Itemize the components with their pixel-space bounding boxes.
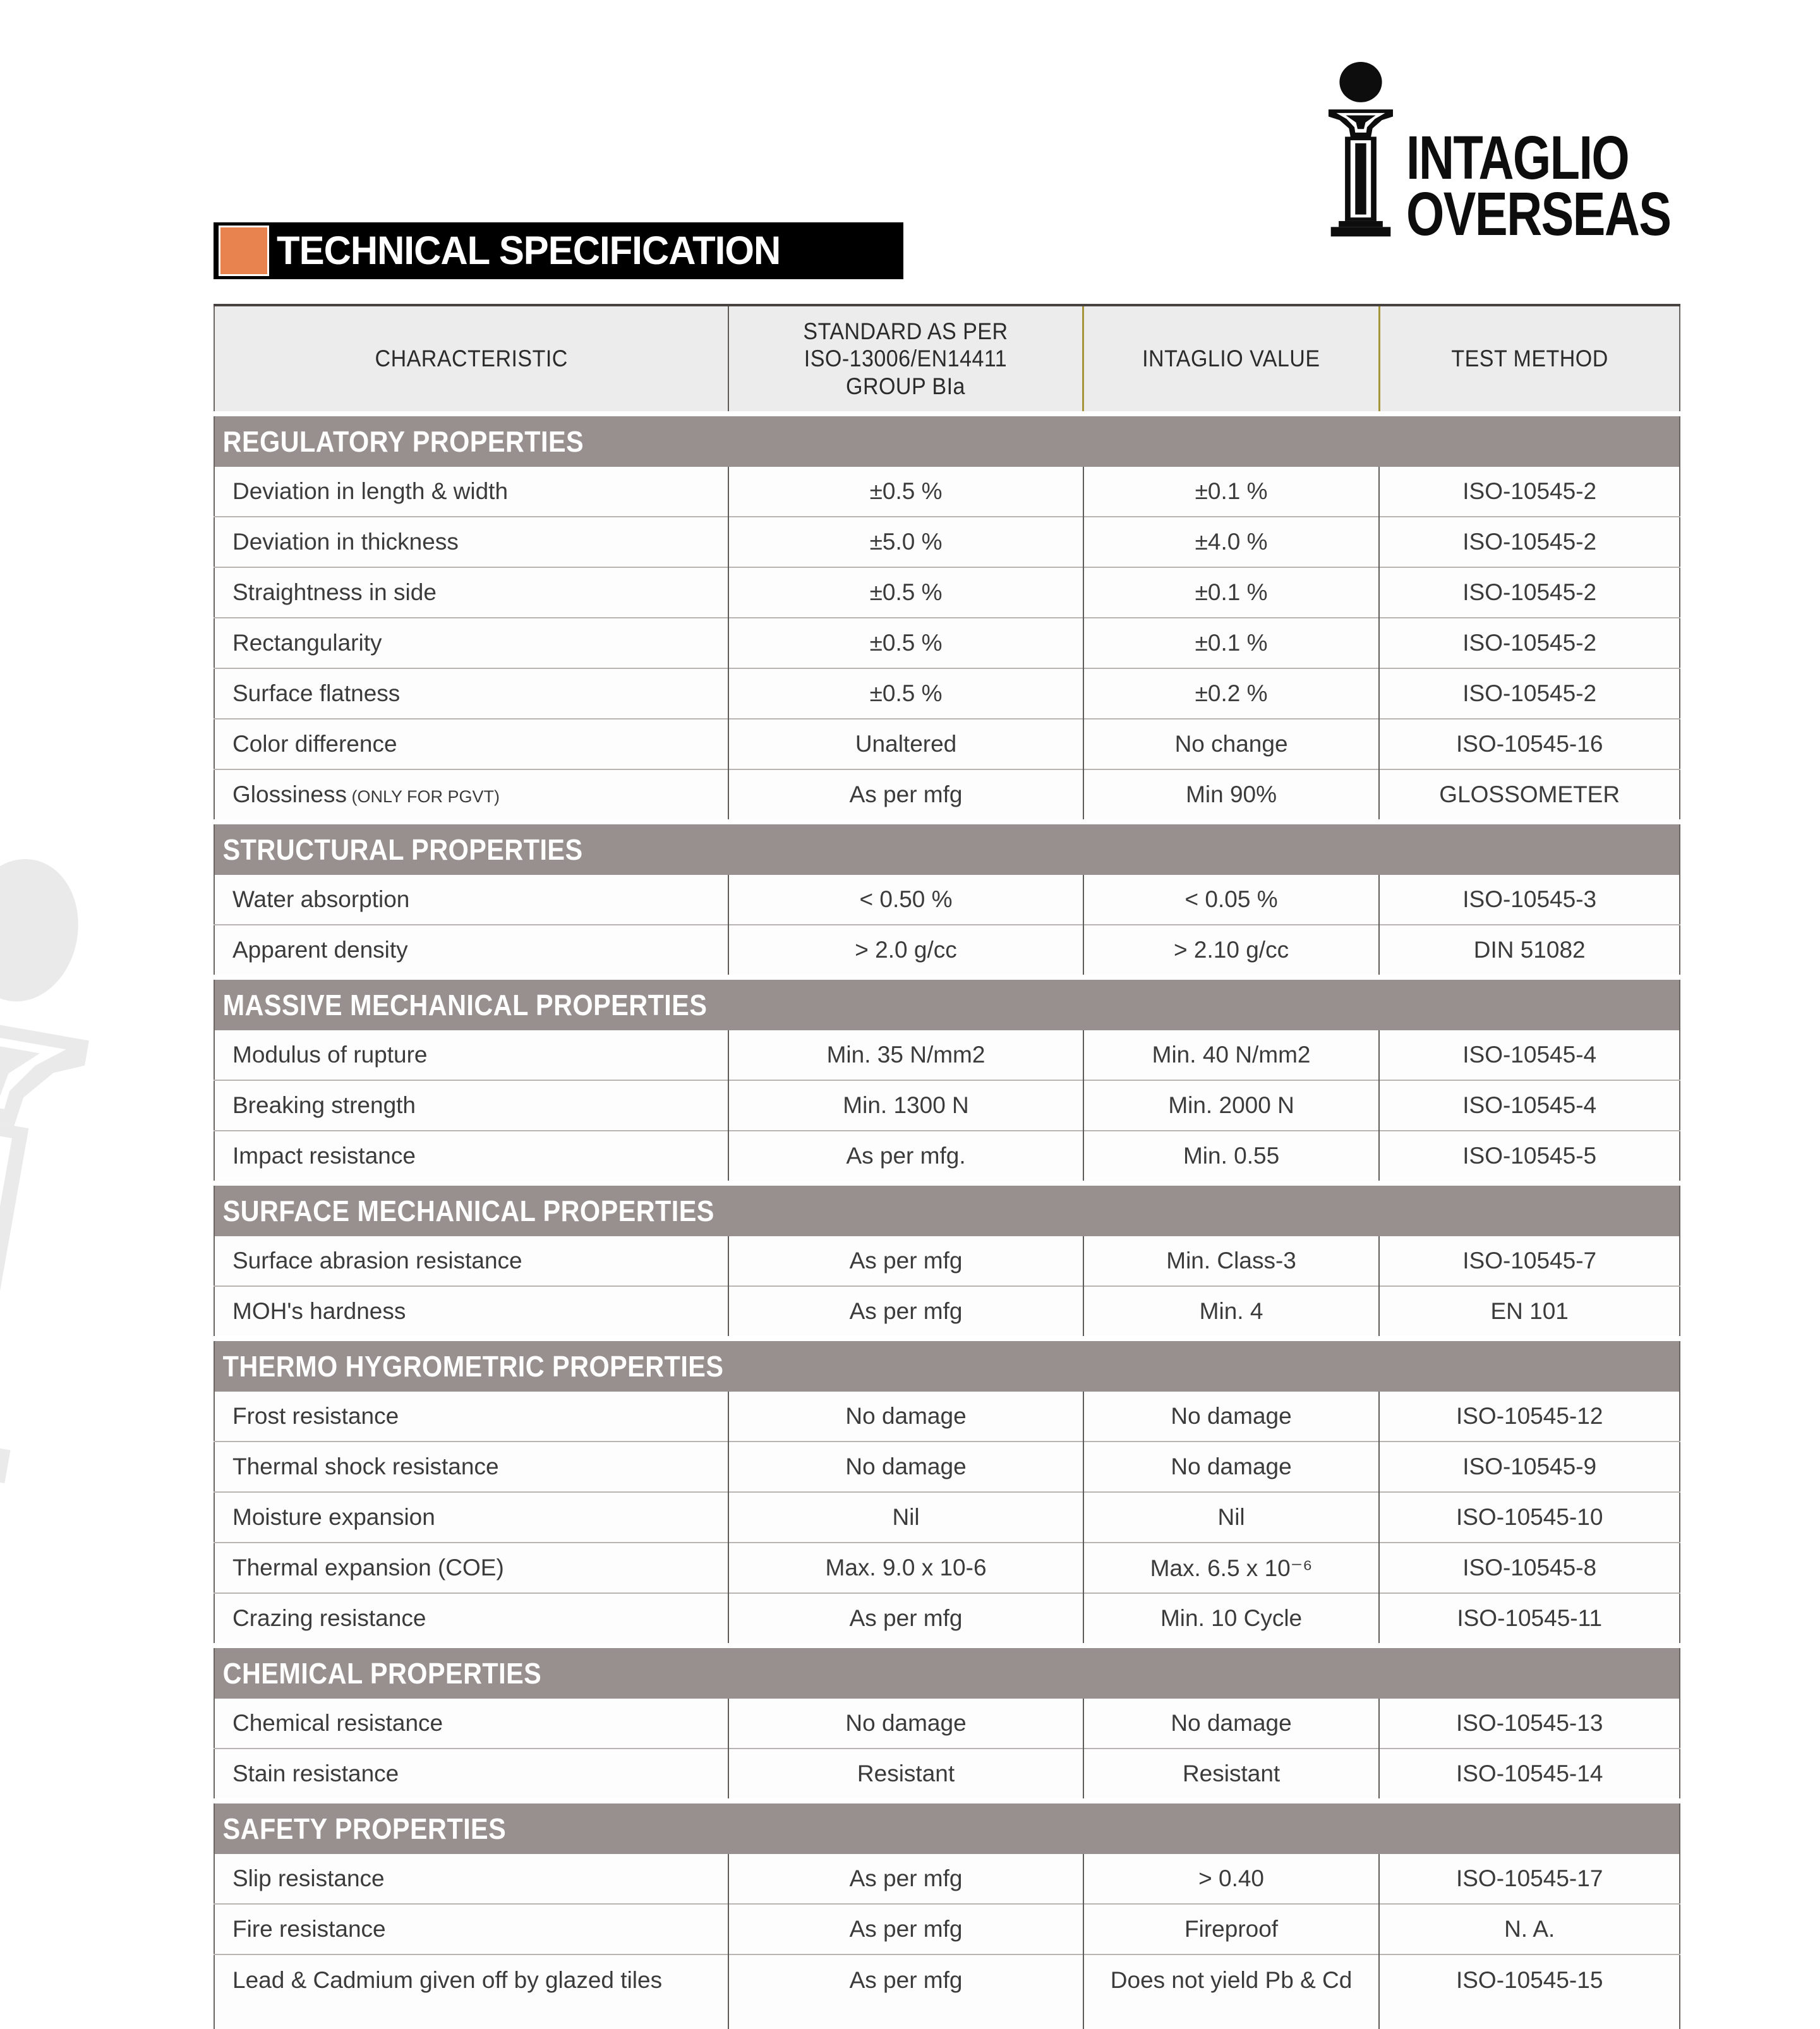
cell-test-method: N. A. [1379, 1904, 1680, 1954]
cell-characteristic [214, 618, 728, 668]
cell-test-method: ISO-10545-2 [1379, 668, 1680, 719]
section-band [214, 1183, 1680, 1236]
cell-intaglio-value: Min. 4 [1083, 1286, 1380, 1339]
table-row [214, 467, 1680, 517]
cell-intaglio-value: ±4.0 % [1083, 517, 1380, 567]
characteristic-label: Thermal shock resistance [232, 1454, 499, 1479]
cell-test-method: DIN 51082 [1379, 925, 1680, 977]
cell-standard-value: As per mfg [728, 1286, 1083, 1339]
cell-standard-value: Unaltered [728, 719, 1083, 769]
cell-standard-value: As per mfg [728, 769, 1083, 822]
cell-standard-value: No damage [728, 1442, 1083, 1492]
cell-test-method: ISO-10545-4 [1379, 1030, 1680, 1080]
cell-characteristic [214, 875, 728, 925]
cell-intaglio-value: ±0.1 % [1083, 618, 1380, 668]
table-head [214, 305, 1680, 414]
cell-standard-value: > 2.0 g/cc [728, 925, 1083, 977]
cell-characteristic [214, 1904, 728, 1954]
characteristic-label: Breaking strength [232, 1092, 416, 1118]
section-band [214, 414, 1680, 467]
table-row [214, 1236, 1680, 1286]
characteristic-label: Impact resistance [232, 1143, 416, 1169]
table-row [214, 769, 1680, 822]
column-header-3 [1083, 305, 1380, 414]
cell-intaglio-value: Min. Class-3 [1083, 1236, 1380, 1286]
section-title-label: STRUCTURAL PROPERTIES [222, 833, 583, 866]
characteristic-label: MOH's hardness [232, 1298, 406, 1324]
table-row [214, 1699, 1680, 1749]
cell-intaglio-value: No damage [1083, 1699, 1380, 1749]
column-header-label: INTAGLIO VALUE [1142, 346, 1320, 372]
table-row [214, 1286, 1680, 1339]
cell-characteristic [214, 1492, 728, 1543]
cell-standard-value: As per mfg [728, 1236, 1083, 1286]
cell-standard-value: Nil [728, 1492, 1083, 1543]
characteristic-label: Straightness in side [232, 579, 437, 605]
column-header-2 [728, 305, 1083, 414]
header-row [214, 305, 1680, 414]
table-row [214, 875, 1680, 925]
section-title [214, 1339, 1680, 1392]
cell-characteristic [214, 1392, 728, 1442]
watermark-pillar-icon [0, 843, 126, 1502]
cell-test-method: ISO-10545-8 [1379, 1543, 1680, 1593]
characteristic-label: Color difference [232, 731, 397, 757]
section-band [214, 822, 1680, 875]
cell-characteristic [214, 668, 728, 719]
cell-intaglio-value: > 0.40 [1083, 1854, 1380, 1904]
section-title [214, 822, 1680, 875]
cell-standard-value: No damage [728, 1699, 1083, 1749]
column-pillar-icon [1325, 62, 1396, 243]
column-header-label: STANDARD AS PER ISO-13006/EN14411 GROUP BIa [803, 318, 1008, 399]
table-row [214, 1392, 1680, 1442]
cell-characteristic [214, 467, 728, 517]
table-row [214, 668, 1680, 719]
brand-line2: OVERSEAS [1406, 179, 1671, 248]
cell-standard-value: ±5.0 % [728, 517, 1083, 567]
cell-intaglio-value: Min. 10 Cycle [1083, 1593, 1380, 1646]
cell-test-method: ISO-10545-13 [1379, 1699, 1680, 1749]
cell-characteristic [214, 1131, 728, 1183]
cell-intaglio-value: ±0.1 % [1083, 467, 1380, 517]
cell-characteristic [214, 719, 728, 769]
table-row [214, 1854, 1680, 1904]
page-title-bar [214, 222, 903, 279]
cell-intaglio-value: Min. 40 N/mm2 [1083, 1030, 1380, 1080]
characteristic-label: Frost resistance [232, 1403, 399, 1429]
table-row [214, 1030, 1680, 1080]
cell-standard-value: ±0.5 % [728, 668, 1083, 719]
table-row [214, 1904, 1680, 1954]
cell-test-method: ISO-10545-4 [1379, 1080, 1680, 1131]
cell-standard-value: Min. 35 N/mm2 [728, 1030, 1083, 1080]
table-body [214, 414, 1680, 2029]
section-title [214, 1646, 1680, 1699]
characteristic-label: Lead & Cadmium given off by glazed tiles [232, 1967, 663, 1993]
cell-characteristic [214, 925, 728, 977]
section-title-label: CHEMICAL PROPERTIES [222, 1657, 542, 1690]
cell-standard-value: As per mfg [728, 1904, 1083, 1954]
characteristic-label: Surface flatness [232, 680, 401, 706]
characteristic-label: Stain resistance [232, 1761, 399, 1786]
cell-standard-value: Min. 1300 N [728, 1080, 1083, 1131]
cell-test-method: ISO-10545-5 [1379, 1131, 1680, 1183]
cell-intaglio-value: Resistant [1083, 1749, 1380, 1801]
section-title [214, 1183, 1680, 1236]
cell-characteristic [214, 1749, 728, 1801]
brand-line1: INTAGLIO [1406, 123, 1629, 192]
characteristic-note: (ONLY FOR PGVT) [346, 787, 500, 806]
cell-test-method: ISO-10545-11 [1379, 1593, 1680, 1646]
cell-intaglio-value: > 2.10 g/cc [1083, 925, 1380, 977]
cell-test-method: ISO-10545-2 [1379, 618, 1680, 668]
characteristic-label: Thermal expansion (COE) [232, 1555, 504, 1580]
cell-intaglio-value: Does not yield Pb & Cd [1083, 1954, 1380, 2029]
section-band [214, 977, 1680, 1030]
brand-name [1406, 123, 1671, 248]
cell-standard-value: < 0.50 % [728, 875, 1083, 925]
brand-logo [1325, 62, 1737, 248]
cell-intaglio-value: ±0.1 % [1083, 567, 1380, 618]
section-band [214, 1801, 1680, 1854]
spec-table [214, 304, 1680, 2029]
cell-standard-value: As per mfg [728, 1954, 1083, 2029]
cell-characteristic [214, 1593, 728, 1646]
cell-test-method: ISO-10545-9 [1379, 1442, 1680, 1492]
cell-intaglio-value: Max. 6.5 x 10⁻⁶ [1083, 1543, 1380, 1593]
cell-intaglio-value: No damage [1083, 1442, 1380, 1492]
cell-test-method: ISO-10545-12 [1379, 1392, 1680, 1442]
cell-test-method: ISO-10545-14 [1379, 1749, 1680, 1801]
table-row [214, 925, 1680, 977]
characteristic-label: Water absorption [232, 886, 410, 912]
cell-intaglio-value: Min 90% [1083, 769, 1380, 822]
cell-characteristic [214, 517, 728, 567]
cell-test-method: ISO-10545-16 [1379, 719, 1680, 769]
characteristic-label: Slip resistance [232, 1865, 385, 1891]
cell-intaglio-value: No damage [1083, 1392, 1380, 1442]
characteristic-label: Apparent density [232, 937, 408, 963]
cell-characteristic [214, 1030, 728, 1080]
cell-intaglio-value: ±0.2 % [1083, 668, 1380, 719]
accent-square [219, 226, 269, 276]
cell-test-method: ISO-10545-2 [1379, 517, 1680, 567]
cell-standard-value: ±0.5 % [728, 618, 1083, 668]
cell-characteristic [214, 1080, 728, 1131]
cell-standard-value: Max. 9.0 x 10-6 [728, 1543, 1083, 1593]
table-row [214, 1080, 1680, 1131]
cell-standard-value: ±0.5 % [728, 567, 1083, 618]
characteristic-label: Deviation in length & width [232, 478, 509, 504]
section-title-label: SAFETY PROPERTIES [222, 1812, 507, 1845]
characteristic-label: Moisture expansion [232, 1504, 435, 1530]
section-title-label: SURFACE MECHANICAL PROPERTIES [222, 1195, 714, 1227]
cell-test-method: ISO-10545-2 [1379, 467, 1680, 517]
section-title [214, 414, 1680, 467]
characteristic-label: Deviation in thickness [232, 529, 459, 555]
table-row [214, 1749, 1680, 1801]
cell-standard-value: As per mfg [728, 1854, 1083, 1904]
cell-characteristic [214, 1954, 728, 2029]
cell-intaglio-value: Fireproof [1083, 1904, 1380, 1954]
cell-characteristic [214, 1236, 728, 1286]
section-band [214, 1339, 1680, 1392]
cell-standard-value: As per mfg [728, 1593, 1083, 1646]
cell-characteristic [214, 769, 728, 822]
section-title-label: REGULATORY PROPERTIES [222, 425, 584, 458]
characteristic-label: Modulus of rupture [232, 1042, 428, 1068]
cell-characteristic [214, 1854, 728, 1904]
characteristic-label: Glossiness [232, 781, 347, 807]
characteristic-label: Crazing resistance [232, 1605, 426, 1631]
cell-intaglio-value: Min. 0.55 [1083, 1131, 1380, 1183]
cell-test-method: GLOSSOMETER [1379, 769, 1680, 822]
characteristic-label: Rectangularity [232, 630, 382, 656]
column-header-label: CHARACTERISTIC [375, 346, 568, 372]
table-row [214, 719, 1680, 769]
cell-characteristic [214, 1699, 728, 1749]
cell-test-method: EN 101 [1379, 1286, 1680, 1339]
cell-test-method: ISO-10545-17 [1379, 1854, 1680, 1904]
section-title-label: MASSIVE MECHANICAL PROPERTIES [222, 989, 708, 1021]
cell-intaglio-value: No change [1083, 719, 1380, 769]
table-row [214, 1131, 1680, 1183]
characteristic-label: Chemical resistance [232, 1710, 443, 1736]
cell-test-method: ISO-10545-10 [1379, 1492, 1680, 1543]
table-row [214, 1593, 1680, 1646]
column-header-1 [214, 305, 728, 414]
cell-test-method: ISO-10545-2 [1379, 567, 1680, 618]
cell-test-method: ISO-10545-7 [1379, 1236, 1680, 1286]
cell-intaglio-value: < 0.05 % [1083, 875, 1380, 925]
cell-characteristic [214, 1442, 728, 1492]
cell-standard-value: Resistant [728, 1749, 1083, 1801]
section-band [214, 1646, 1680, 1699]
characteristic-label: Fire resistance [232, 1916, 386, 1942]
table-row [214, 1442, 1680, 1492]
column-header-label: TEST METHOD [1451, 346, 1608, 372]
column-header-4 [1379, 305, 1680, 414]
section-title [214, 1801, 1680, 1854]
table-row [214, 1954, 1680, 2029]
table-row [214, 517, 1680, 567]
page-title: TECHNICAL SPECIFICATION [277, 229, 781, 273]
cell-characteristic [214, 1543, 728, 1593]
cell-test-method: ISO-10545-3 [1379, 875, 1680, 925]
cell-standard-value: No damage [728, 1392, 1083, 1442]
table-row [214, 1543, 1680, 1593]
cell-test-method: ISO-10545-15 [1379, 1954, 1680, 2029]
section-title-label: THERMO HYGROMETRIC PROPERTIES [222, 1350, 724, 1383]
table-row [214, 618, 1680, 668]
characteristic-label: Surface abrasion resistance [232, 1248, 522, 1273]
cell-intaglio-value: Min. 2000 N [1083, 1080, 1380, 1131]
cell-intaglio-value: Nil [1083, 1492, 1380, 1543]
cell-characteristic [214, 1286, 728, 1339]
cell-standard-value: ±0.5 % [728, 467, 1083, 517]
cell-characteristic [214, 567, 728, 618]
cell-standard-value: As per mfg. [728, 1131, 1083, 1183]
section-title [214, 977, 1680, 1030]
table-row [214, 1492, 1680, 1543]
table-row [214, 567, 1680, 618]
